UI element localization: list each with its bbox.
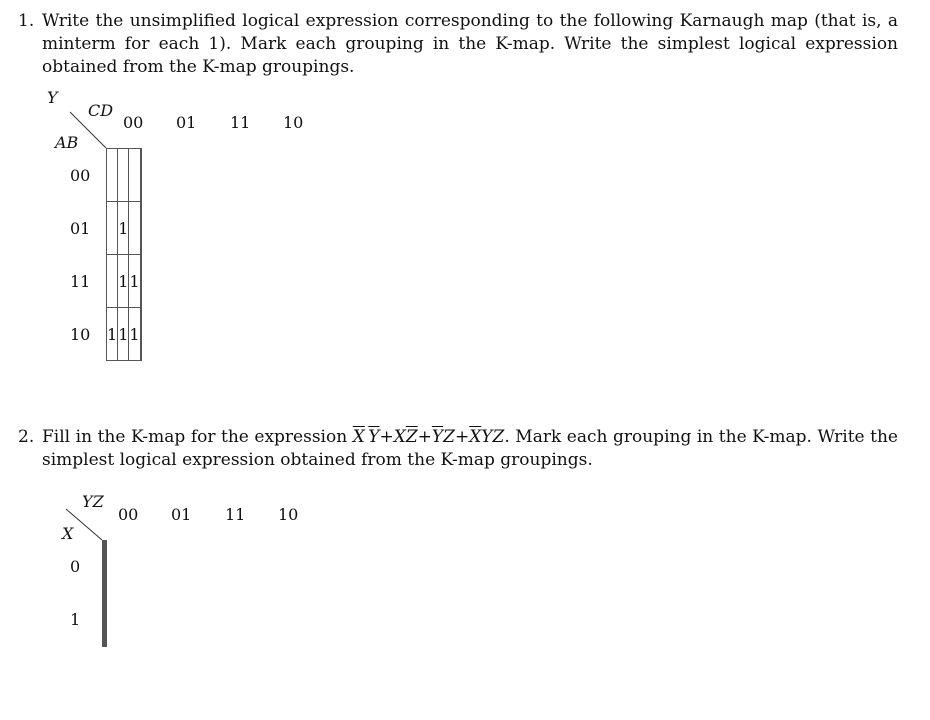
kmap-2-col-header: 00	[118, 505, 139, 524]
kmap-1-col-header: 11	[230, 113, 251, 132]
kmap-2-col-header: 01	[171, 505, 192, 524]
kmap-2-row	[103, 594, 107, 647]
kmap-1-row-header: 11	[70, 272, 91, 291]
kmap-1-cell[interactable]: 1	[118, 202, 129, 255]
problem-1-number: 1.	[18, 11, 35, 31]
kmap-2-row-header: 1	[70, 610, 81, 629]
kmap-2-cell[interactable]	[106, 541, 107, 594]
kmap-1-row-header: 01	[70, 219, 91, 238]
kmap-1-col-header: 00	[123, 113, 144, 132]
problem-2-text-before: Fill in the K-map for the expression	[42, 427, 353, 447]
kmap-1-output-label: Y	[47, 88, 58, 107]
kmap-2-row-var-label: X	[62, 524, 74, 543]
kmap-1-cell[interactable]: 1	[118, 308, 129, 361]
boolean-expression: $\overline{X}$ $\overline{Y}+X\overline{Z}+\overline{Y}Z+\overline{X}YZ$	[352, 427, 505, 447]
kmap-1-row-header: 00	[70, 166, 91, 185]
kmap-2-col-header: 11	[225, 505, 246, 524]
problem-1-text: Write the unsimplified logical expression corresponding to the following Karnaugh map (that is, a minterm for each 1). Mark each grouping in the K-map. Write the simplest logical expression obtained from the K-map groupings.	[42, 11, 898, 77]
kmap-2-row	[103, 541, 107, 594]
problem-2-text-after: . Mark each grouping in the K-map. Write the simplest logical expression obtained from the K-map groupings.	[42, 427, 898, 470]
kmap-1-row-header: 10	[70, 325, 91, 344]
kmap-1-col-header: 01	[176, 113, 197, 132]
kmap-2-row-header: 0	[70, 557, 81, 576]
kmap-1-cell[interactable]: 1	[129, 255, 140, 308]
kmap-2-grid	[102, 540, 107, 647]
kmap-2-col-var-label: YZ	[82, 492, 104, 511]
kmap-1-cell[interactable]: 1	[118, 255, 129, 308]
kmap-1-cell[interactable]: 1	[107, 308, 118, 361]
kmap-1-col-header: 10	[283, 113, 304, 132]
kmap-2-cell[interactable]	[106, 594, 107, 647]
kmap-2-col-header: 10	[278, 505, 299, 524]
kmap-1-col-var-label: CD	[88, 101, 114, 120]
problem-2-number: 2.	[18, 427, 35, 447]
kmap-1-row-var-label: AB	[55, 133, 79, 152]
kmap-1-cell[interactable]: 1	[129, 308, 140, 361]
